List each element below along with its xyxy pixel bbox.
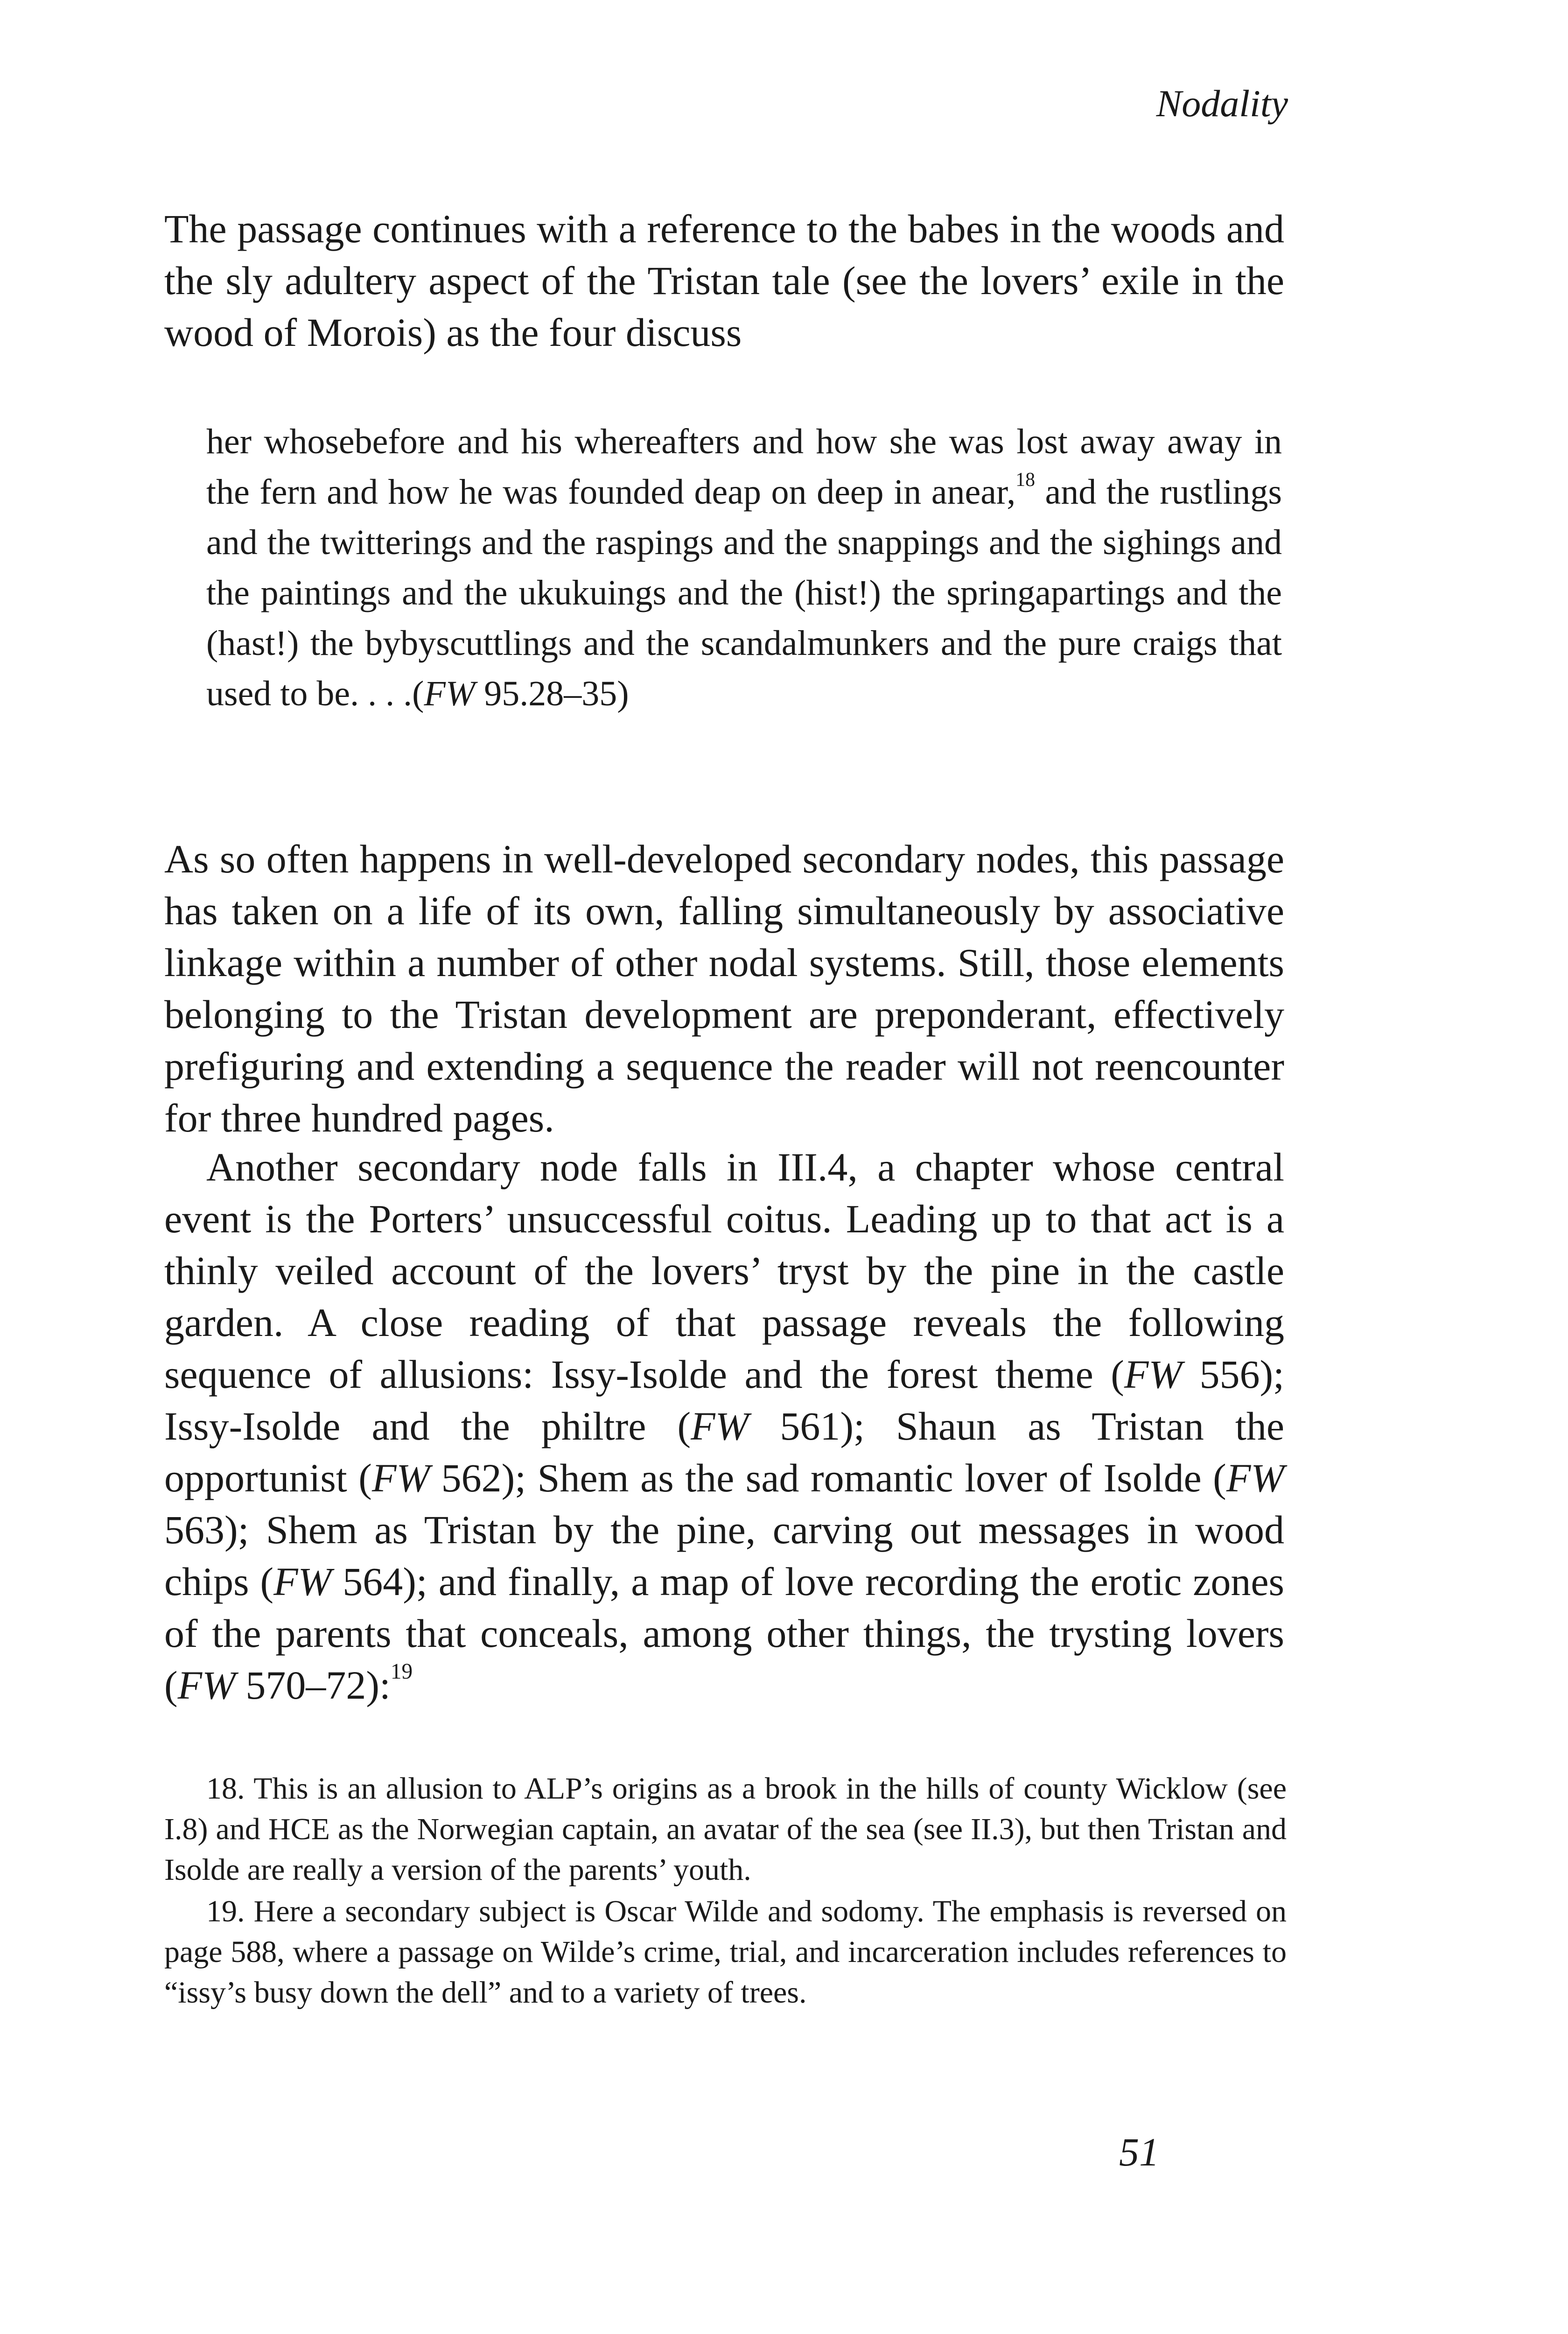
- footnote-ref-19: 19: [390, 1659, 413, 1684]
- para2-seg: 556); Issy-Isolde and the philtre (: [164, 1352, 1284, 1448]
- para2-intro: Another secondary node falls in III.4, a chapter whose central event is the Porters’ unsuccessful coitus. Leading up to that act is a thinly veiled account of the lovers’ tryst by the pine in the castle garden. A close reading of that passage reveals the following sequence of allusions: Issy-Isolde and the forest theme (: [164, 1145, 1284, 1397]
- fw-abbr: FW: [371, 1455, 430, 1500]
- footnote-19: [164, 1891, 1287, 2013]
- footnote-ref-18: 18: [1015, 469, 1035, 491]
- citation-abbr: FW: [424, 674, 476, 713]
- para2-seg: 570–72):: [235, 1663, 391, 1708]
- fw-abbr: FW: [691, 1404, 749, 1448]
- footnote-number: 18.: [206, 1772, 245, 1806]
- footnote-text: This is an allusion to ALP’s origins as a brook in the hills of county Wicklow (see I.8) and HCE as the Norwegian captain, an avatar of the sea (see II.3), but then Tristan and Isolde are really a version of the parents’ youth.: [164, 1772, 1287, 1887]
- para2-seg: 561); Shaun as Tristan the opportunist (: [164, 1404, 1284, 1500]
- fw-abbr: FW: [1124, 1352, 1183, 1397]
- fw-abbr: FW: [1226, 1455, 1284, 1500]
- body-paragraph-2: [164, 1141, 1284, 1711]
- para2-seg: 562); Shem as the sad romantic lover of Isolde (: [430, 1455, 1226, 1500]
- block-quote: [206, 416, 1282, 719]
- quote-text-b: and the rustlings and the twitterings and the raspings and the snappings and the sighings and the paintings and the ukukuings and the (hist!) the springapartings and the (hast!) the bybyscuttlings and the scandalmunkers and the pure craigs that used to be. . . .(: [206, 472, 1282, 713]
- running-header: Nodality: [1156, 82, 1288, 125]
- fw-abbr: FW: [177, 1663, 236, 1708]
- footnote-text: Here a secondary subject is Oscar Wilde and sodomy. The emphasis is reversed on page 588, where a passage on Wilde’s crime, trial, and incarceration includes references to “issy’s busy down the dell” and to a variety of trees.: [164, 1894, 1287, 2010]
- citation-ref: 95.28–35): [475, 674, 629, 713]
- para2-seg: 564); and finally, a map of love recording the erotic zones of the parents that conceals, among other things, the trysting lovers (: [164, 1559, 1285, 1708]
- footnote-number: 19.: [206, 1894, 245, 1928]
- fw-abbr: FW: [273, 1559, 332, 1604]
- quote-text-a: her whosebefore and his whereafters and how she was lost away away in the fern and how he was founded deap on deep in anear,: [206, 422, 1282, 512]
- footnote-18: [164, 1768, 1287, 1890]
- intro-paragraph: The passage continues with a reference to the babes in the woods and the sly adultery aspect of the Tristan tale (see the lovers’ exile in the wood of Morois) as the four discuss: [164, 206, 1284, 355]
- para2-seg: 563); Shem as Tristan by the pine, carving out messages in wood chips (: [164, 1507, 1284, 1604]
- body-paragraph-1: As so often happens in well-developed secondary nodes, this passage has taken on a life of its own, falling simultaneously by associative linkage within a number of other nodal systems. Still, those elements belonging to the Tristan development are preponderant, effectively prefiguring and extending a sequence the reader will not reencounter for three hundred pages.: [164, 837, 1284, 1140]
- page-number: 51: [1119, 2130, 1159, 2174]
